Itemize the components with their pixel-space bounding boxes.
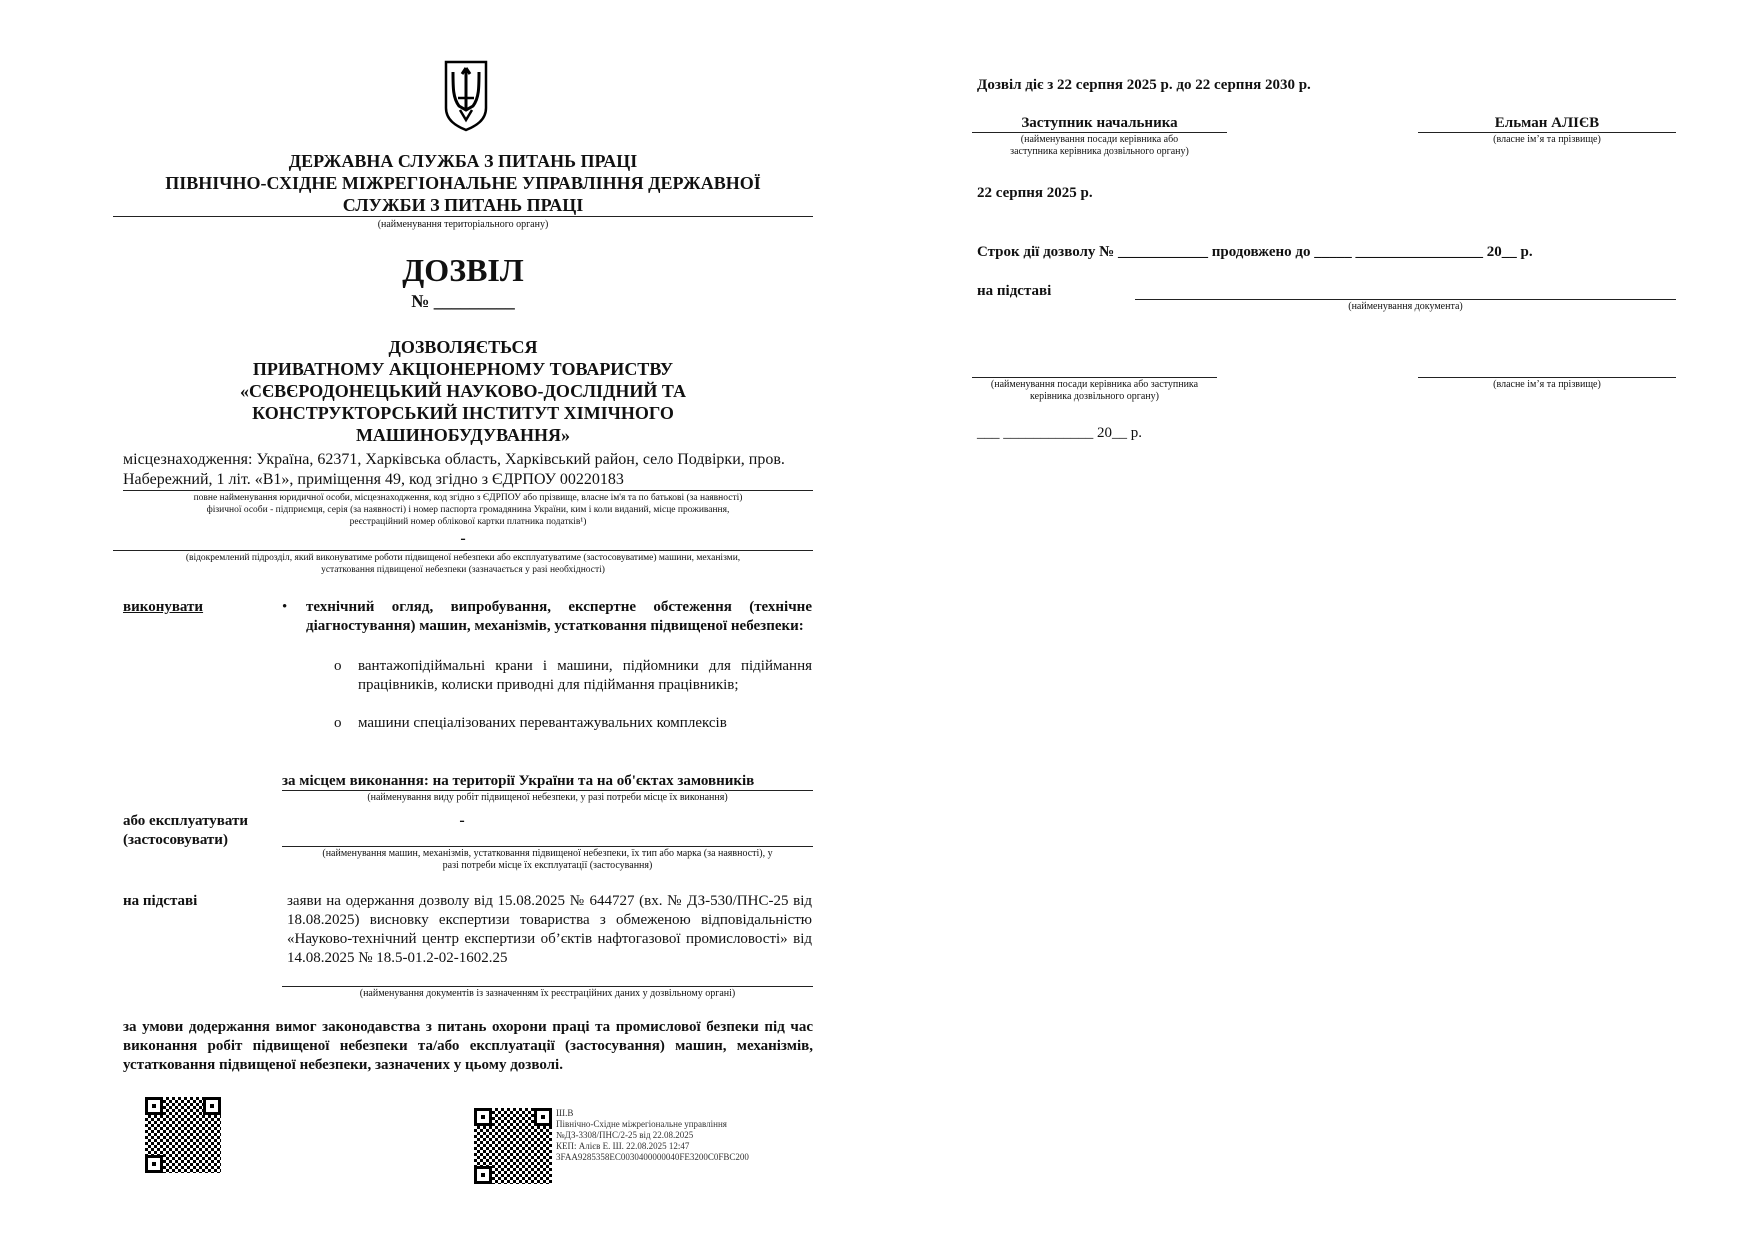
permit-line-3: «СЄВЄРОДОНЕЦЬКИЙ НАУКОВО-ДОСЛІДНИЙ ТА (239, 381, 687, 401)
position-b-caption (972, 379, 1217, 403)
qr-code-1 (145, 1097, 221, 1173)
authority-line-1: ДЕРЖАВНА СЛУЖБА З ПИТАНЬ ПРАЦІ (288, 151, 638, 171)
trident-emblem-icon (442, 58, 490, 132)
address-caption-1: повне найменування юридичної особи, місцезнаходження, код згідно з ЄДРПОУ або прізвище, власне ім'я та по батькові (за наявності) (193, 493, 743, 503)
qr-finder-icon (534, 1108, 552, 1126)
address-caption-2: фізичної особи - підприємця, серія (за наявності) і номер паспорта громадянина України, ким і коли виданий, місце проживання, (206, 505, 730, 515)
official-name: Ельман АЛІЄВ (1494, 115, 1600, 131)
official-name-caption: (власне ім’я та прізвище) (1493, 134, 1601, 145)
operate-label (123, 812, 248, 850)
position-title: Заступник начальника (1021, 115, 1178, 131)
permit-line-1: ДОЗВОЛЯЄТЬСЯ (388, 337, 538, 357)
operate-caption-1: (найменування машин, механізмів, устатковання підвищеної небезпеки, їх тип або марка (за наявності), у (322, 848, 773, 859)
authority-name (113, 150, 813, 216)
condition-text: за умови додержання вимог законодавства з питань охорони праці та промислової безпеки під час виконання робіт підвищеної небезпеки та/або експлуатації (застосування) машин, механізмів, устатковання підвищеної небезпеки, зазначених у цьому дозволі. (123, 1019, 813, 1073)
operate-value: - (459, 812, 465, 829)
position-underline (972, 132, 1227, 133)
position-b-underline (972, 377, 1217, 378)
address-line-1: місцезнаходження: Україна, 62371, Харківська область, Харківський район, село Подвірки, пров. (123, 451, 785, 468)
authority-underline (113, 216, 813, 217)
sub-item-1: вантажопідіймальні крани і машини, підйомники для підіймання працівників, колиски приводні для підіймання працівників; (358, 658, 812, 693)
address-block (123, 450, 813, 490)
signature-stamp-line-2: Північно-Східне міжрегіональне управління (556, 1119, 727, 1129)
address-underline (123, 490, 813, 491)
blank-date: ___ ____________ 20__ р. (977, 425, 1142, 441)
document-caption: (найменування документа) (1348, 301, 1463, 312)
position-caption-2: заступника керівника дозвільного органу) (1010, 146, 1189, 157)
address-line-2: Набережний, 1 літ. «В1», приміщення 49, код згідно з ЄДРПОУ 00220183 (123, 471, 624, 488)
position-caption (972, 134, 1227, 158)
subdivision-value: - (460, 530, 466, 547)
subdivision-caption-2: устатковання підвищеної небезпеки (зазначається у разі необхідності) (321, 565, 605, 575)
qr-finder-icon (145, 1155, 163, 1173)
official-name-underline (1418, 132, 1676, 133)
qr-finder-icon (474, 1166, 492, 1184)
subdivision-caption-1: (відокремлений підрозділ, який виконуватиме роботи підвищеної небезпеки або експлуатуватиме (застосовуватиме) машини, механізми, (185, 553, 741, 563)
qr-finder-icon (203, 1097, 221, 1115)
validity-period: Дозвіл діє з 22 серпня 2025 р. до 22 серпня 2030 р. (977, 77, 1311, 93)
document-title: ДОЗВІЛ (402, 252, 524, 288)
extension-line: Строк дії дозволу № ____________ продовжено до _____ _________________ 20__ р. (977, 244, 1533, 260)
sub-item-2-marker: o (334, 715, 342, 731)
signature-stamp-line-3: №ДЗ-3308/ПНС/2-25 від 22.08.2025 (556, 1130, 694, 1140)
bullet-dot: • (282, 599, 288, 615)
address-caption (123, 492, 813, 528)
basis-caption: (найменування документів із зазначенням їх реєстраційних даних у дозвільному органі) (359, 988, 736, 999)
basis-text: заяви на одержання дозволу від 15.08.2025 № 644727 (вх. № ДЗ-530/ПНС-25 від 18.08.2025) висновку експертизи товариства з обмеженою відповідальністю «Науково-технічний центр експертизи об’єктів нафтогазової промисловості» від 14.08.2025 № 18.5-01.2-02-1602.25 (287, 893, 812, 966)
operate-caption (282, 848, 813, 872)
operate-underline (282, 846, 813, 847)
place-text: за місцем виконання: на території України та на об'єктах замовників (282, 773, 755, 789)
position-caption-1: (найменування посади керівника або (1020, 134, 1179, 145)
permit-line-2: ПРИВАТНОМУ АКЦІОНЕРНОМУ ТОВАРИСТВУ (252, 359, 674, 379)
operate-label-1: або експлуатувати (123, 813, 249, 829)
position-b-caption-2: керівника дозвільного органу) (1030, 391, 1159, 402)
extension-basis-underline (1135, 299, 1676, 300)
subdivision-underline (113, 550, 813, 551)
qr-finder-icon (474, 1108, 492, 1126)
name-b-underline (1418, 377, 1676, 378)
sub-item-2: машини спеціалізованих перевантажувальних комплексів (358, 715, 727, 731)
place-underline (282, 790, 813, 791)
permit-number: № _________ (411, 291, 515, 311)
authority-line-2: ПІВНІЧНО-СХІДНЕ МІЖРЕГІОНАЛЬНЕ УПРАВЛІННЯ ДЕРЖАВНОЇ (165, 173, 761, 193)
operate-caption-2: разі потреби місце їх експлуатації (застосування) (442, 860, 653, 871)
permit-line-4: КОНСТРУКТОРСЬКИЙ ІНСТИТУТ ХІМІЧНОГО (252, 403, 674, 423)
basis-label: на підставі (123, 893, 198, 909)
extension-basis-label: на підставі (977, 283, 1052, 299)
issue-date: 22 серпня 2025 р. (977, 185, 1093, 201)
qr-code-signature (474, 1108, 552, 1184)
signature-stamp-line-4: КЕП: Алієв Е. Ш. 22.08.2025 12:47 (556, 1141, 690, 1151)
qr-finder-icon (145, 1097, 163, 1115)
sub-item-1-marker: o (334, 658, 342, 674)
authority-caption: (найменування територіального органу) (377, 219, 549, 230)
basis-underline (282, 986, 813, 987)
signature-stamp (556, 1108, 749, 1163)
subdivision-caption (113, 552, 813, 576)
bullet-main-text: технічний огляд, випробування, експертне обстеження (технічне діагностування) машин, механізмів, устатковання підвищеної небезпеки: (306, 599, 812, 634)
position-b-caption-1: (найменування посади керівника або заступника (990, 379, 1199, 390)
signature-stamp-line-1: Ш.В (556, 1108, 574, 1118)
permit-holder (113, 336, 813, 446)
operate-label-2: (застосовувати) (123, 832, 228, 848)
address-caption-3: реєстраційний номер облікової картки платника податків¹) (349, 517, 587, 527)
authority-line-3: СЛУЖБИ З ПИТАНЬ ПРАЦІ (342, 195, 584, 215)
place-caption: (найменування виду робіт підвищеної небезпеки, у разі потреби місце їх виконання) (367, 792, 728, 803)
signature-stamp-line-5: 3FAA9285358EC0030400000040FE3200C0FBC200 (556, 1152, 749, 1162)
permit-line-5: МАШИНОБУДУВАННЯ» (355, 425, 571, 445)
name-b-caption: (власне ім’я та прізвище) (1493, 379, 1601, 390)
perform-label: виконувати (123, 599, 204, 615)
